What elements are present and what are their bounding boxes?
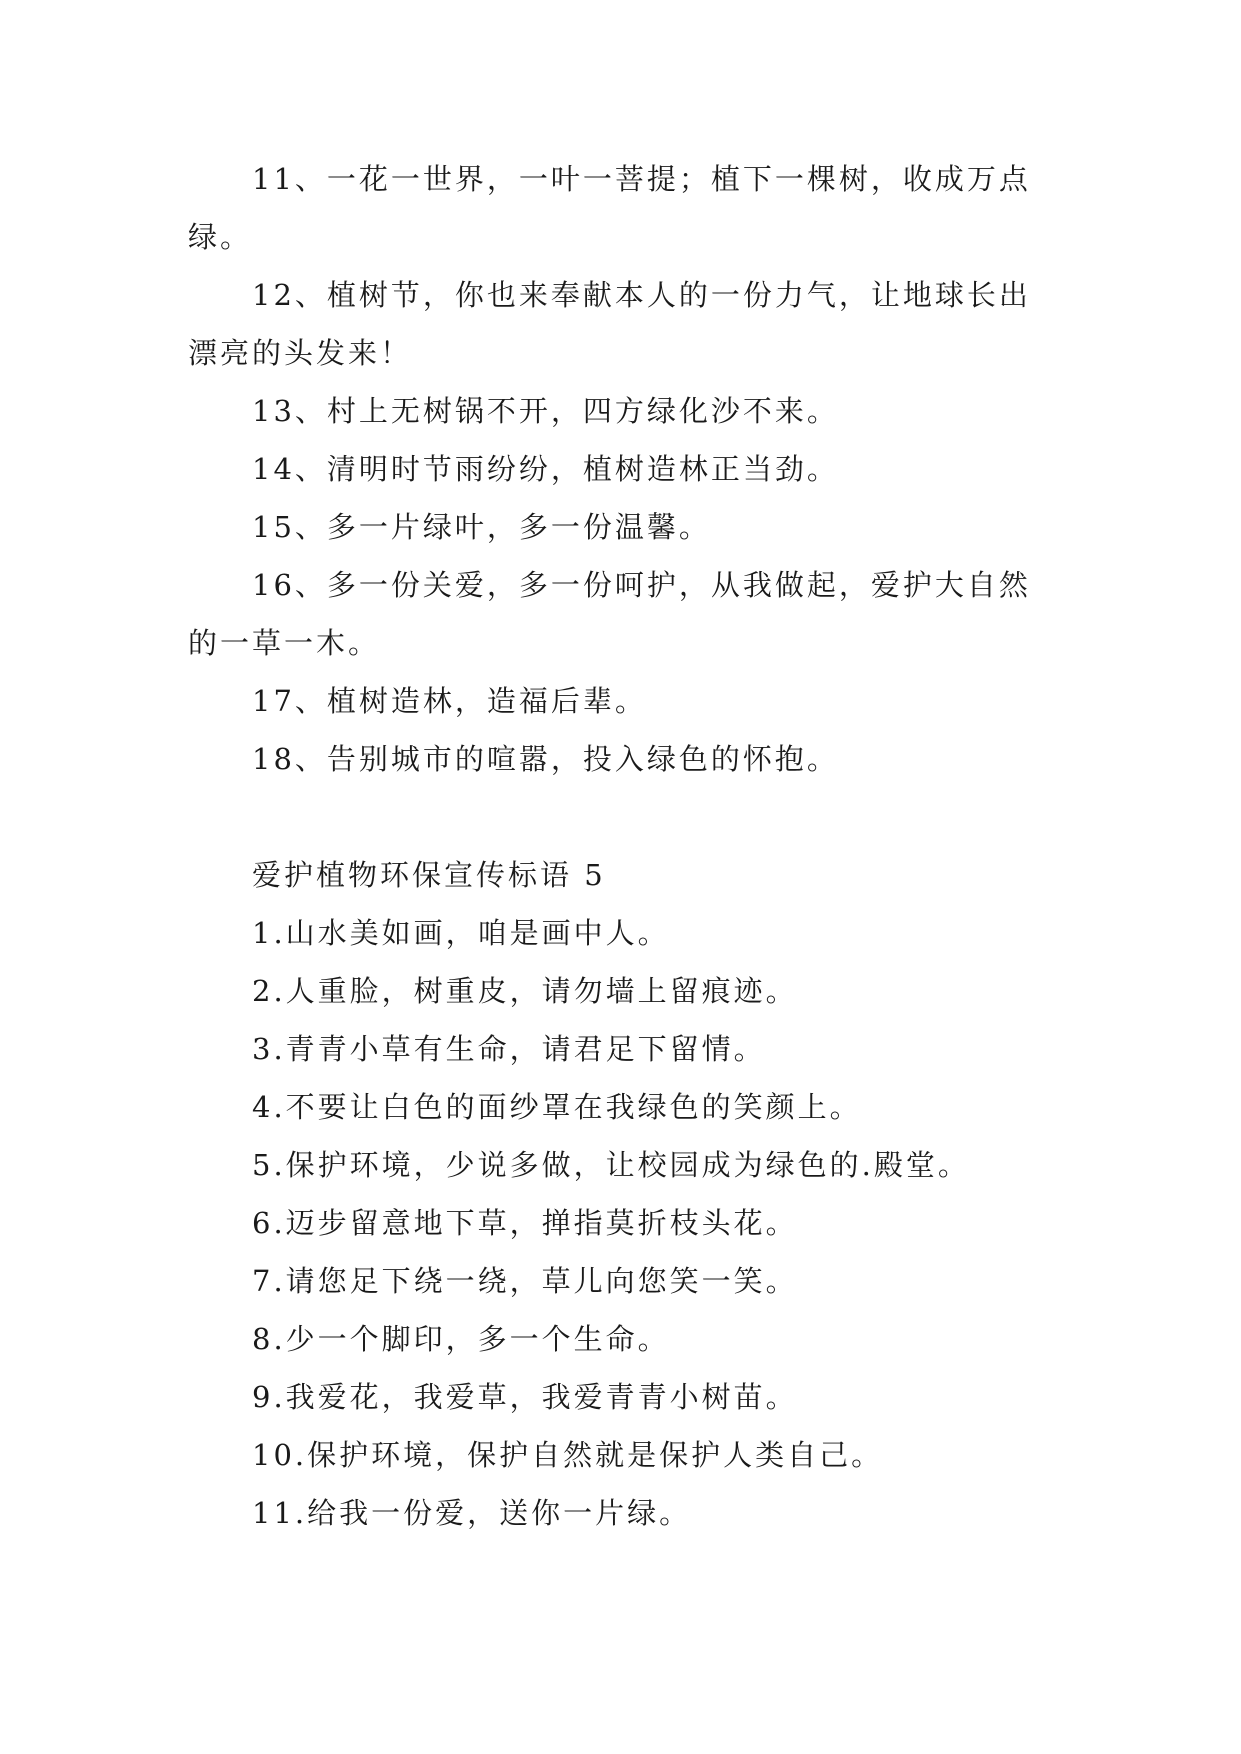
slogan-item: 13、村上无树锅不开，四方绿化沙不来。 (252, 394, 839, 428)
slogan-item: 15、多一片绿叶，多一份温馨。 (252, 510, 711, 544)
slogan-item: 10.保护环境，保护自然就是保护人类自己。 (252, 1438, 884, 1472)
slogan-item: 2.人重脸，树重皮，请勿墙上留痕迹。 (252, 974, 798, 1008)
slogan-item: 5.保护环境，少说多做，让校园成为绿色的.殿堂。 (252, 1148, 970, 1182)
slogan-list-continued (188, 150, 1055, 788)
slogan-item: 14、清明时节雨纷纷，植树造林正当劲。 (252, 452, 839, 486)
slogan-item: 12、植树节，你也来奉献本人的一份力气，让地球长出漂亮的头发来！ (188, 278, 1031, 370)
slogan-item: 11、一花一世界，一叶一菩提；植下一棵树，收成万点绿。 (188, 162, 1031, 254)
slogan-item: 3.青青小草有生命，请君足下留情。 (252, 1032, 766, 1066)
slogan-list (188, 904, 1055, 1542)
slogan-item: 11.给我一份爱，送你一片绿。 (252, 1496, 692, 1530)
slogan-item: 16、多一份关爱，多一份呵护，从我做起，爱护大自然的一草一木。 (188, 568, 1031, 660)
section-spacer (188, 788, 1055, 846)
slogan-item: 9.我爱花，我爱草，我爱青青小树苗。 (252, 1380, 798, 1414)
slogan-item: 7.请您足下绕一绕，草儿向您笑一笑。 (252, 1264, 798, 1298)
slogan-item: 8.少一个脚印，多一个生命。 (252, 1322, 670, 1356)
slogan-item: 17、植树造林，造福后辈。 (252, 684, 647, 718)
slogan-item: 6.迈步留意地下草，掸指莫折枝头花。 (252, 1206, 798, 1240)
slogan-item: 1.山水美如画，咱是画中人。 (252, 916, 670, 950)
slogan-item: 4.不要让白色的面纱罩在我绿色的笑颜上。 (252, 1090, 862, 1124)
section-heading: 爱护植物环保宣传标语 5 (252, 858, 606, 892)
slogan-item: 18、告别城市的喧嚣，投入绿色的怀抱。 (252, 742, 839, 776)
